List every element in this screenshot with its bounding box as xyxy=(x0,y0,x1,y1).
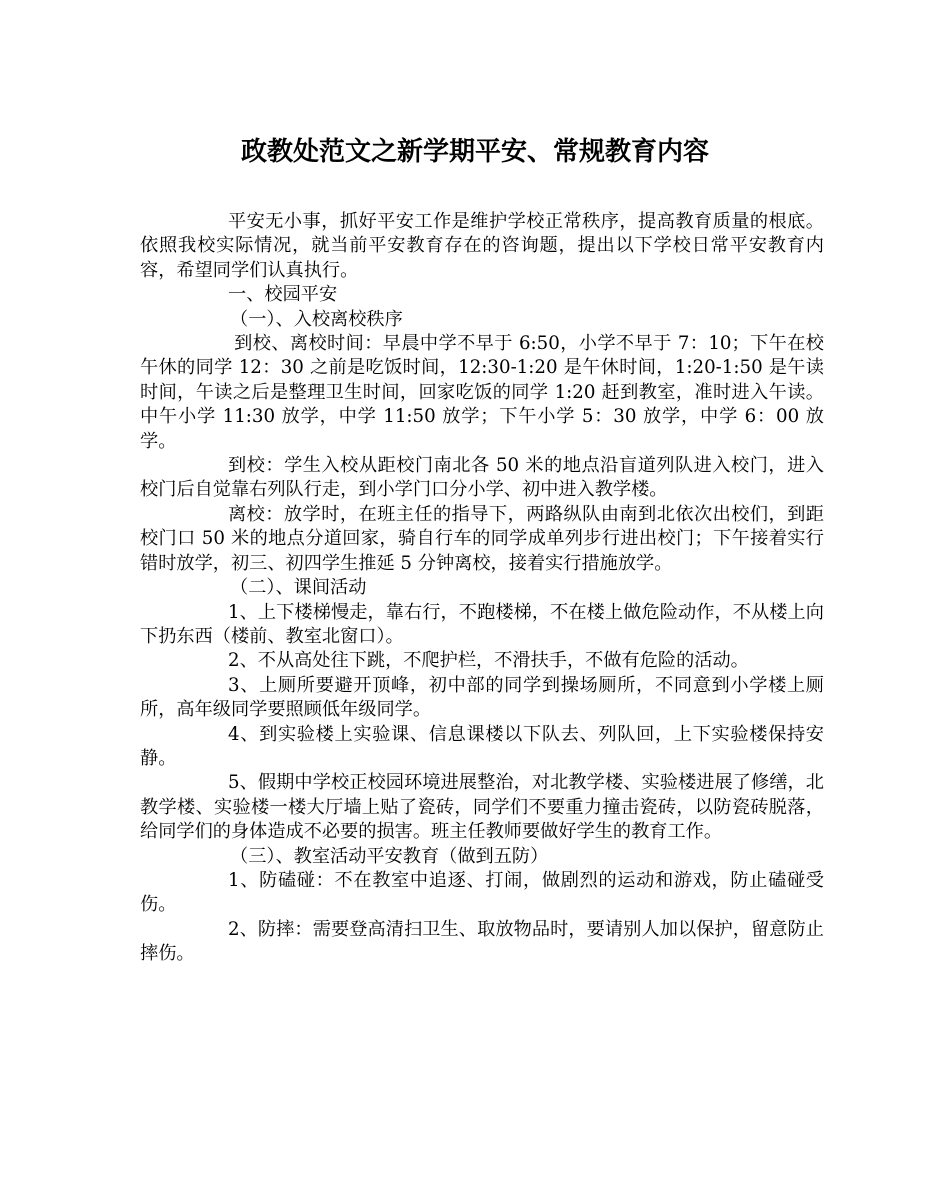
subsection-heading-classroom: （三）、教室活动平安教育（做到五防） xyxy=(230,845,549,867)
paragraph-schedule: 到校、离校时间：早晨中学不早于 6:50，小学不早于 7：10；下午在校午休的同学 12：30 之前是吃饭时间，12:30-1:20 是午休时间，1:20-1:50 是午读时间，午读之后是整理卫生时间，回家吃饭的同学 1:20 赶到教室，准时进入午读。中午小学 11:30 放学，中学 11:50 放学；下午小学 5：30 放学，中学 6：00 放学。 xyxy=(140,333,824,452)
paragraph-arrival: 到校：学生入校从距校门南北各 50 米的地点沿盲道列队进入校门，进入校门后自觉靠右列队行走，到小学门口分小学、初中进入教学楼。 xyxy=(140,455,824,501)
paragraph-intro: 平安无小事，抓好平安工作是维护学校正常秩序，提高教育质量的根底。依照我校实际情况，就当前平安教育存在的咨询题，提出以下学校日常平安教育内容，希望同学们认真执行。 xyxy=(140,211,824,281)
list-item-stairs: 1、上下楼梯慢走，靠右行，不跑楼梯，不在楼上做危险动作，不从楼上向下扔东西（楼前、教室北窗口）。 xyxy=(140,601,824,647)
subsection-heading-entry-exit: （一）、入校离校秩序 xyxy=(230,308,403,330)
list-item-tiles: 5、假期中学校正校园环境进展整治，对北教学楼、实验楼进展了修缮，北教学楼、实验楼一楼大厅墙上贴了瓷砖，同学们不要重力撞击瓷砖，以防瓷砖脱落，给同学们的身体造成不必要的损害。班主任教师要做好学生的教育工作。 xyxy=(140,772,824,843)
page-title: 政教处范文之新学期平安、常规教育内容 xyxy=(240,137,709,167)
section-heading-campus-safety: 一、校园平安 xyxy=(228,284,338,306)
subsection-heading-recess: （二）、课间活动 xyxy=(230,577,367,599)
list-item-bumps: 1、防磕碰：不在教室中追逐、打闹，做剧烈的运动和游戏，防止磕碰受伤。 xyxy=(140,869,824,916)
list-item-lab-building: 4、到实验楼上实验课、信息课楼以下队去、列队回，上下实验楼保持安静。 xyxy=(140,723,824,769)
document-body xyxy=(140,210,824,967)
list-item-falls: 2、防摔：需要登高清扫卫生、取放物品时，要请别人加以保护，留意防止摔伤。 xyxy=(140,918,824,965)
list-item-no-jumping: 2、不从高处往下跳，不爬护栏，不滑扶手，不做有危险的活动。 xyxy=(228,650,749,672)
list-item-restroom: 3、上厕所要避开顶峰，初中部的同学到操场厕所，不同意到小学楼上厕所，高年级同学要照顾低年级同学。 xyxy=(140,674,824,721)
paragraph-departure: 离校：放学时，在班主任的指导下，两路纵队由南到北依次出校们，到距校门口 50 米的地点分道回家，骑自行车的同学成单列步行进出校门；下午接着实行错时放学，初三、初四学生推延 5 分钟离校，接着实行措施放学。 xyxy=(140,503,824,574)
